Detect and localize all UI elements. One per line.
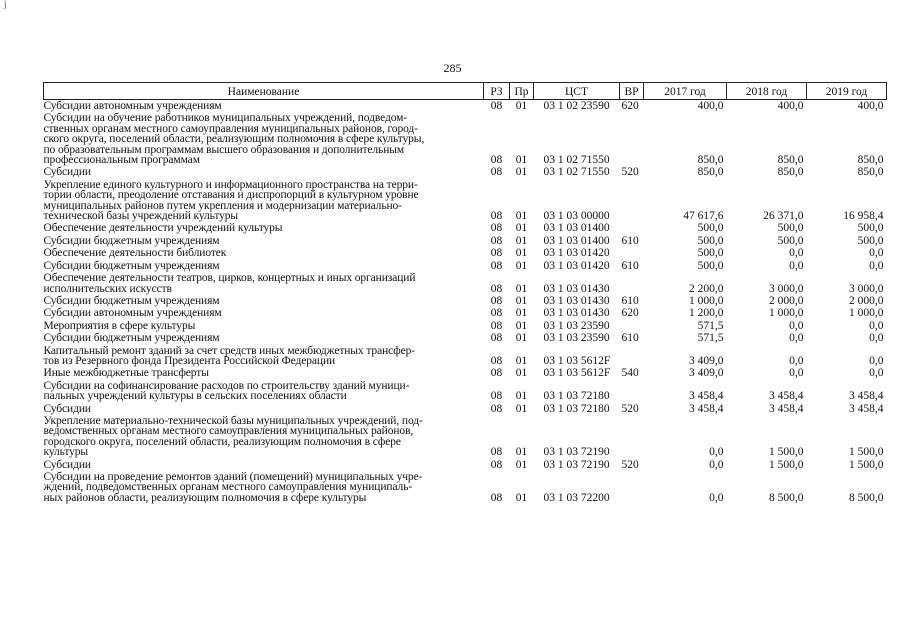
row-name-line: ных районов области, реализующим полномочия в сфере культуры — [43, 491, 367, 504]
table-row — [44, 222, 887, 234]
row-pr-cell: 01 — [515, 390, 528, 403]
row-vr-cell — [620, 112, 644, 166]
row-cst-cell: 03 1 03 5612F — [543, 354, 611, 367]
row-rz-cell: 08 — [490, 294, 503, 307]
table-row — [44, 247, 887, 259]
row-cst-cell: 03 1 03 01400 — [543, 222, 610, 235]
row-2017-cell: 0,0 — [709, 446, 724, 459]
row-rz-cell: 08 — [490, 282, 503, 295]
row-pr-cell: 01 — [515, 166, 528, 179]
row-rz-cell: 08 — [490, 319, 503, 332]
row-name-line: Капитальный ремонт зданий за счет средств иных межбюджетных трансфер- — [43, 344, 416, 357]
row-2019-cell: 3 000,0 — [849, 282, 884, 295]
row-rz-cell: 08 — [490, 354, 503, 367]
row-rz-cell: 08 — [490, 166, 503, 179]
header-2017: 2017 год — [644, 83, 727, 100]
row-pr-cell: 01 — [515, 491, 528, 504]
row-vr-cell: 610 — [621, 234, 639, 247]
row-name-cell — [44, 235, 484, 247]
row-pr-cell: 01 — [515, 210, 528, 223]
row-name-cell — [44, 320, 484, 332]
row-vr-cell — [620, 320, 644, 332]
row-vr-cell — [620, 179, 644, 223]
row-2019-cell: 0,0 — [869, 332, 884, 345]
row-2018-cell: 1 000,0 — [769, 307, 804, 320]
row-name-line: Субсидии — [43, 402, 91, 415]
header-name: Наименование — [44, 83, 484, 100]
row-vr-cell — [620, 345, 644, 368]
row-2019-cell: 850,0 — [857, 154, 884, 167]
row-cst-cell: 03 1 03 00000 — [543, 210, 610, 223]
row-name-cell — [44, 179, 484, 223]
row-2019-cell: 0,0 — [869, 319, 884, 332]
row-2018-cell: 1 500,0 — [769, 446, 804, 459]
row-name-line: ского округа, поселений области, реализующим полномочия в сфере культуры, — [43, 133, 425, 146]
row-name-line: пальных учреждений культуры в сельских поселениях области — [43, 390, 347, 403]
row-2018-cell: 1 500,0 — [769, 458, 804, 471]
row-name-cell — [44, 100, 484, 113]
table-row — [44, 403, 887, 415]
row-2017-cell: 3 409,0 — [689, 354, 724, 367]
row-name-line: Укрепление единого культурного и информационного пространства на терри- — [43, 178, 418, 191]
row-name-line: ственных органам местного самоуправления муниципальных районов, город- — [43, 122, 418, 135]
row-name-cell — [44, 222, 484, 234]
row-2017-cell: 571,5 — [697, 319, 724, 332]
row-pr-cell: 01 — [515, 234, 528, 247]
table-row — [44, 100, 887, 113]
row-name-line: тов из Резервного фонда Президента Российской Федерации — [43, 354, 336, 367]
row-2019-cell: 1 500,0 — [849, 458, 884, 471]
row-2017-cell: 0,0 — [709, 458, 724, 471]
row-2018-cell: 500,0 — [777, 222, 804, 235]
row-rz-cell: 08 — [490, 367, 503, 380]
table-row — [44, 295, 887, 307]
row-cst-cell: 03 1 02 71550 — [543, 166, 610, 179]
row-vr-cell — [620, 222, 644, 234]
table-row — [44, 260, 887, 272]
row-2018-cell: 850,0 — [777, 154, 804, 167]
row-2018-cell: 0,0 — [789, 367, 804, 380]
row-2018-cell: 0,0 — [789, 259, 804, 272]
row-2019-cell: 1 000,0 — [849, 307, 884, 320]
row-name-line: Субсидии на софинансирование расходов по строительству зданий муници- — [43, 379, 410, 392]
row-2017-cell: 500,0 — [697, 234, 724, 247]
row-name-cell — [44, 459, 484, 471]
row-pr-cell: 01 — [515, 319, 528, 332]
row-name-line: культуры — [43, 446, 89, 459]
row-cst-cell: 03 1 03 01420 — [543, 247, 610, 260]
row-rz-cell: 08 — [490, 402, 503, 415]
table-row — [44, 415, 887, 459]
row-rz-cell: 08 — [490, 332, 503, 345]
row-name-line: технической базы учреждений культуры — [43, 210, 239, 223]
row-2017-cell: 3 458,4 — [689, 390, 724, 403]
row-name-line: тории области, преодоление отставания и диспропорций в культурном уровне — [43, 189, 419, 202]
row-name-cell — [44, 367, 484, 379]
row-rz-cell: 08 — [490, 234, 503, 247]
row-cst-cell: 03 1 03 01430 — [543, 282, 610, 295]
row-pr-cell: 01 — [515, 282, 528, 295]
corner-mark: j — [4, 0, 7, 9]
row-2019-cell: 0,0 — [869, 247, 884, 260]
row-cst-cell: 03 1 03 01420 — [543, 259, 610, 272]
row-2018-cell: 2 000,0 — [769, 294, 804, 307]
row-pr-cell: 01 — [515, 222, 528, 235]
table-body — [44, 100, 887, 505]
table-row — [44, 179, 887, 223]
row-vr-cell: 610 — [621, 332, 639, 345]
row-vr-cell — [620, 247, 644, 259]
row-cst-cell: 03 1 03 5612F — [543, 367, 611, 380]
row-vr-cell: 620 — [621, 307, 639, 320]
row-2018-cell: 26 371,0 — [763, 210, 804, 223]
row-cst-cell: 03 1 03 23590 — [543, 319, 610, 332]
row-2017-cell: 47 617,6 — [683, 210, 724, 223]
table-row — [44, 272, 887, 295]
row-name-cell — [44, 332, 484, 344]
row-cst-cell: 03 1 02 23590 — [543, 100, 610, 112]
row-cst-cell: 03 1 03 72200 — [543, 491, 610, 504]
row-pr-cell: 01 — [515, 259, 528, 272]
row-2017-cell: 571,5 — [697, 332, 724, 345]
row-name-line: Субсидии — [43, 458, 91, 471]
row-pr-cell: 01 — [515, 100, 528, 112]
row-vr-cell: 520 — [621, 402, 639, 415]
row-name-line: Субсидии бюджетным учреждениям — [43, 259, 220, 272]
row-name-cell — [44, 380, 484, 403]
header-cst: ЦСТ — [534, 83, 620, 100]
table-row — [44, 471, 887, 504]
row-2019-cell: 500,0 — [857, 234, 884, 247]
row-pr-cell: 01 — [515, 247, 528, 260]
row-name-cell — [44, 345, 484, 368]
row-rz-cell: 08 — [490, 154, 503, 167]
row-name-cell — [44, 247, 484, 259]
row-vr-cell: 610 — [621, 259, 639, 272]
row-2017-cell: 400,0 — [697, 100, 724, 112]
row-vr-cell — [620, 272, 644, 295]
row-2017-cell: 850,0 — [697, 154, 724, 167]
header-rz: РЗ — [484, 83, 510, 100]
row-vr-cell: 520 — [621, 458, 639, 471]
row-2019-cell: 8 500,0 — [849, 491, 884, 504]
table-row — [44, 380, 887, 403]
row-rz-cell: 08 — [490, 100, 503, 112]
row-2018-cell: 3 458,4 — [769, 390, 804, 403]
budget-table — [43, 82, 887, 504]
row-2019-cell: 500,0 — [857, 222, 884, 235]
row-pr-cell: 01 — [515, 458, 528, 471]
row-2017-cell: 0,0 — [709, 491, 724, 504]
row-cst-cell: 03 1 03 01430 — [543, 294, 610, 307]
row-rz-cell: 08 — [490, 210, 503, 223]
row-2017-cell: 500,0 — [697, 259, 724, 272]
row-name-line: исполнительских искусств — [43, 282, 172, 295]
row-pr-cell: 01 — [515, 154, 528, 167]
row-cst-cell: 03 1 03 23590 — [543, 332, 610, 345]
table-row — [44, 345, 887, 368]
table-row — [44, 320, 887, 332]
table-row — [44, 459, 887, 471]
row-name-line: Субсидии — [43, 166, 91, 179]
row-name-line: Субсидии на обучение работников муниципальных учреждений, подведом- — [43, 112, 408, 125]
row-2018-cell: 850,0 — [777, 166, 804, 179]
row-name-line: Субсидии бюджетным учреждениям — [43, 294, 220, 307]
row-vr-cell: 520 — [621, 166, 639, 179]
row-pr-cell: 01 — [515, 307, 528, 320]
row-name-cell — [44, 260, 484, 272]
row-name-line: городского округа, поселений области, реализующим полномочия в сфере — [43, 435, 401, 448]
row-name-line: Субсидии бюджетным учреждениям — [43, 234, 220, 247]
row-name-line: Обеспечение деятельности учреждений культуры — [43, 222, 283, 235]
row-vr-cell — [620, 415, 644, 459]
header-2018: 2018 год — [727, 83, 807, 100]
row-name-line: Обеспечение деятельности театров, цирков, концертных и иных организаций — [43, 272, 416, 285]
row-2017-cell: 2 200,0 — [689, 282, 724, 295]
row-name-line: Субсидии бюджетным учреждениям — [43, 332, 220, 345]
table-row — [44, 235, 887, 247]
row-2017-cell: 1 200,0 — [689, 307, 724, 320]
row-pr-cell: 01 — [515, 332, 528, 345]
row-name-line: профессиональным программам — [43, 154, 200, 167]
row-rz-cell: 08 — [490, 307, 503, 320]
row-2017-cell: 500,0 — [697, 247, 724, 260]
row-name-line: Мероприятия в сфере культуры — [43, 319, 196, 332]
row-cst-cell: 03 1 03 72190 — [543, 458, 610, 471]
row-2017-cell: 3 409,0 — [689, 367, 724, 380]
table-row — [44, 307, 887, 319]
row-name-line: ведомственных органам местного самоуправления муниципальных районов, — [43, 425, 414, 438]
row-name-line: муниципальных районов путем укрепления и модернизации материально- — [43, 199, 402, 212]
row-2019-cell: 16 958,4 — [843, 210, 884, 223]
row-2018-cell: 400,0 — [777, 100, 804, 112]
row-pr-cell: 01 — [515, 294, 528, 307]
row-rz-cell: 08 — [490, 458, 503, 471]
row-cst-cell: 03 1 03 72190 — [543, 446, 610, 459]
row-2019-cell: 0,0 — [869, 367, 884, 380]
row-2019-cell: 0,0 — [869, 354, 884, 367]
row-name-line: Субсидии автономным учреждениям — [43, 307, 222, 320]
row-name-cell — [44, 415, 484, 459]
row-vr-cell: 540 — [621, 367, 639, 380]
row-name-line: ждений, подведомственных органам местного самоуправления муниципаль- — [43, 481, 413, 494]
row-2017-cell: 3 458,4 — [689, 402, 724, 415]
row-name-line: Укрепление материально-технической базы муниципальных учреждений, под- — [43, 414, 423, 427]
row-rz-cell: 08 — [490, 446, 503, 459]
row-2018-cell: 0,0 — [789, 332, 804, 345]
row-rz-cell: 08 — [490, 222, 503, 235]
row-name-cell — [44, 295, 484, 307]
header-pr: Пр — [510, 83, 534, 100]
row-name-line: Субсидии на проведение ремонтов зданий (помещений) муниципальных учре- — [43, 471, 423, 483]
row-2017-cell: 850,0 — [697, 166, 724, 179]
row-cst-cell: 03 1 03 72180 — [543, 402, 610, 415]
row-2019-cell: 3 458,4 — [849, 390, 884, 403]
row-rz-cell: 08 — [490, 390, 503, 403]
row-vr-cell — [620, 380, 644, 403]
row-vr-cell: 610 — [621, 294, 639, 307]
table-row — [44, 332, 887, 344]
row-2018-cell: 0,0 — [789, 319, 804, 332]
table-row — [44, 367, 887, 379]
row-2017-cell: 1 000,0 — [689, 294, 724, 307]
row-rz-cell: 08 — [490, 247, 503, 260]
row-name-cell — [44, 307, 484, 319]
row-vr-cell — [620, 471, 644, 504]
table-row — [44, 166, 887, 178]
header-2019: 2019 год — [807, 83, 887, 100]
row-name-line: Субсидии автономным учреждениям — [43, 100, 222, 112]
row-rz-cell: 08 — [490, 259, 503, 272]
row-2019-cell: 850,0 — [857, 166, 884, 179]
row-pr-cell: 01 — [515, 402, 528, 415]
row-name-line: Обеспечение деятельности библиотек — [43, 247, 227, 260]
row-pr-cell: 01 — [515, 367, 528, 380]
row-name-cell — [44, 471, 484, 504]
row-cst-cell: 03 1 02 71550 — [543, 154, 610, 167]
row-2019-cell: 3 458,4 — [849, 402, 884, 415]
row-rz-cell: 08 — [490, 491, 503, 504]
row-name-cell — [44, 166, 484, 178]
header-vr: ВР — [620, 83, 644, 100]
row-2017-cell: 500,0 — [697, 222, 724, 235]
row-name-cell — [44, 112, 484, 166]
row-2018-cell: 0,0 — [789, 247, 804, 260]
row-2019-cell: 0,0 — [869, 259, 884, 272]
row-cst-cell: 03 1 03 01400 — [543, 234, 610, 247]
row-vr-cell: 620 — [621, 100, 639, 112]
row-pr-cell: 01 — [515, 354, 528, 367]
table-row — [44, 112, 887, 166]
row-2018-cell: 3 000,0 — [769, 282, 804, 295]
row-2018-cell: 0,0 — [789, 354, 804, 367]
table-header-row — [44, 83, 887, 100]
row-pr-cell: 01 — [515, 446, 528, 459]
row-2018-cell: 500,0 — [777, 234, 804, 247]
row-cst-cell: 03 1 03 01430 — [543, 307, 610, 320]
page-number: 285 — [443, 61, 462, 75]
row-name-line: Иные межбюджетные трансферты — [43, 367, 209, 380]
row-2018-cell: 8 500,0 — [769, 491, 804, 504]
row-name-line: по образовательным программам высшего образования и дополнительным — [43, 143, 405, 156]
row-2019-cell: 2 000,0 — [849, 294, 884, 307]
row-name-cell — [44, 272, 484, 295]
row-2018-cell: 3 458,4 — [769, 402, 804, 415]
row-cst-cell: 03 1 03 72180 — [543, 390, 610, 403]
row-2019-cell: 1 500,0 — [849, 446, 884, 459]
row-name-cell — [44, 403, 484, 415]
row-2019-cell: 400,0 — [857, 100, 884, 112]
